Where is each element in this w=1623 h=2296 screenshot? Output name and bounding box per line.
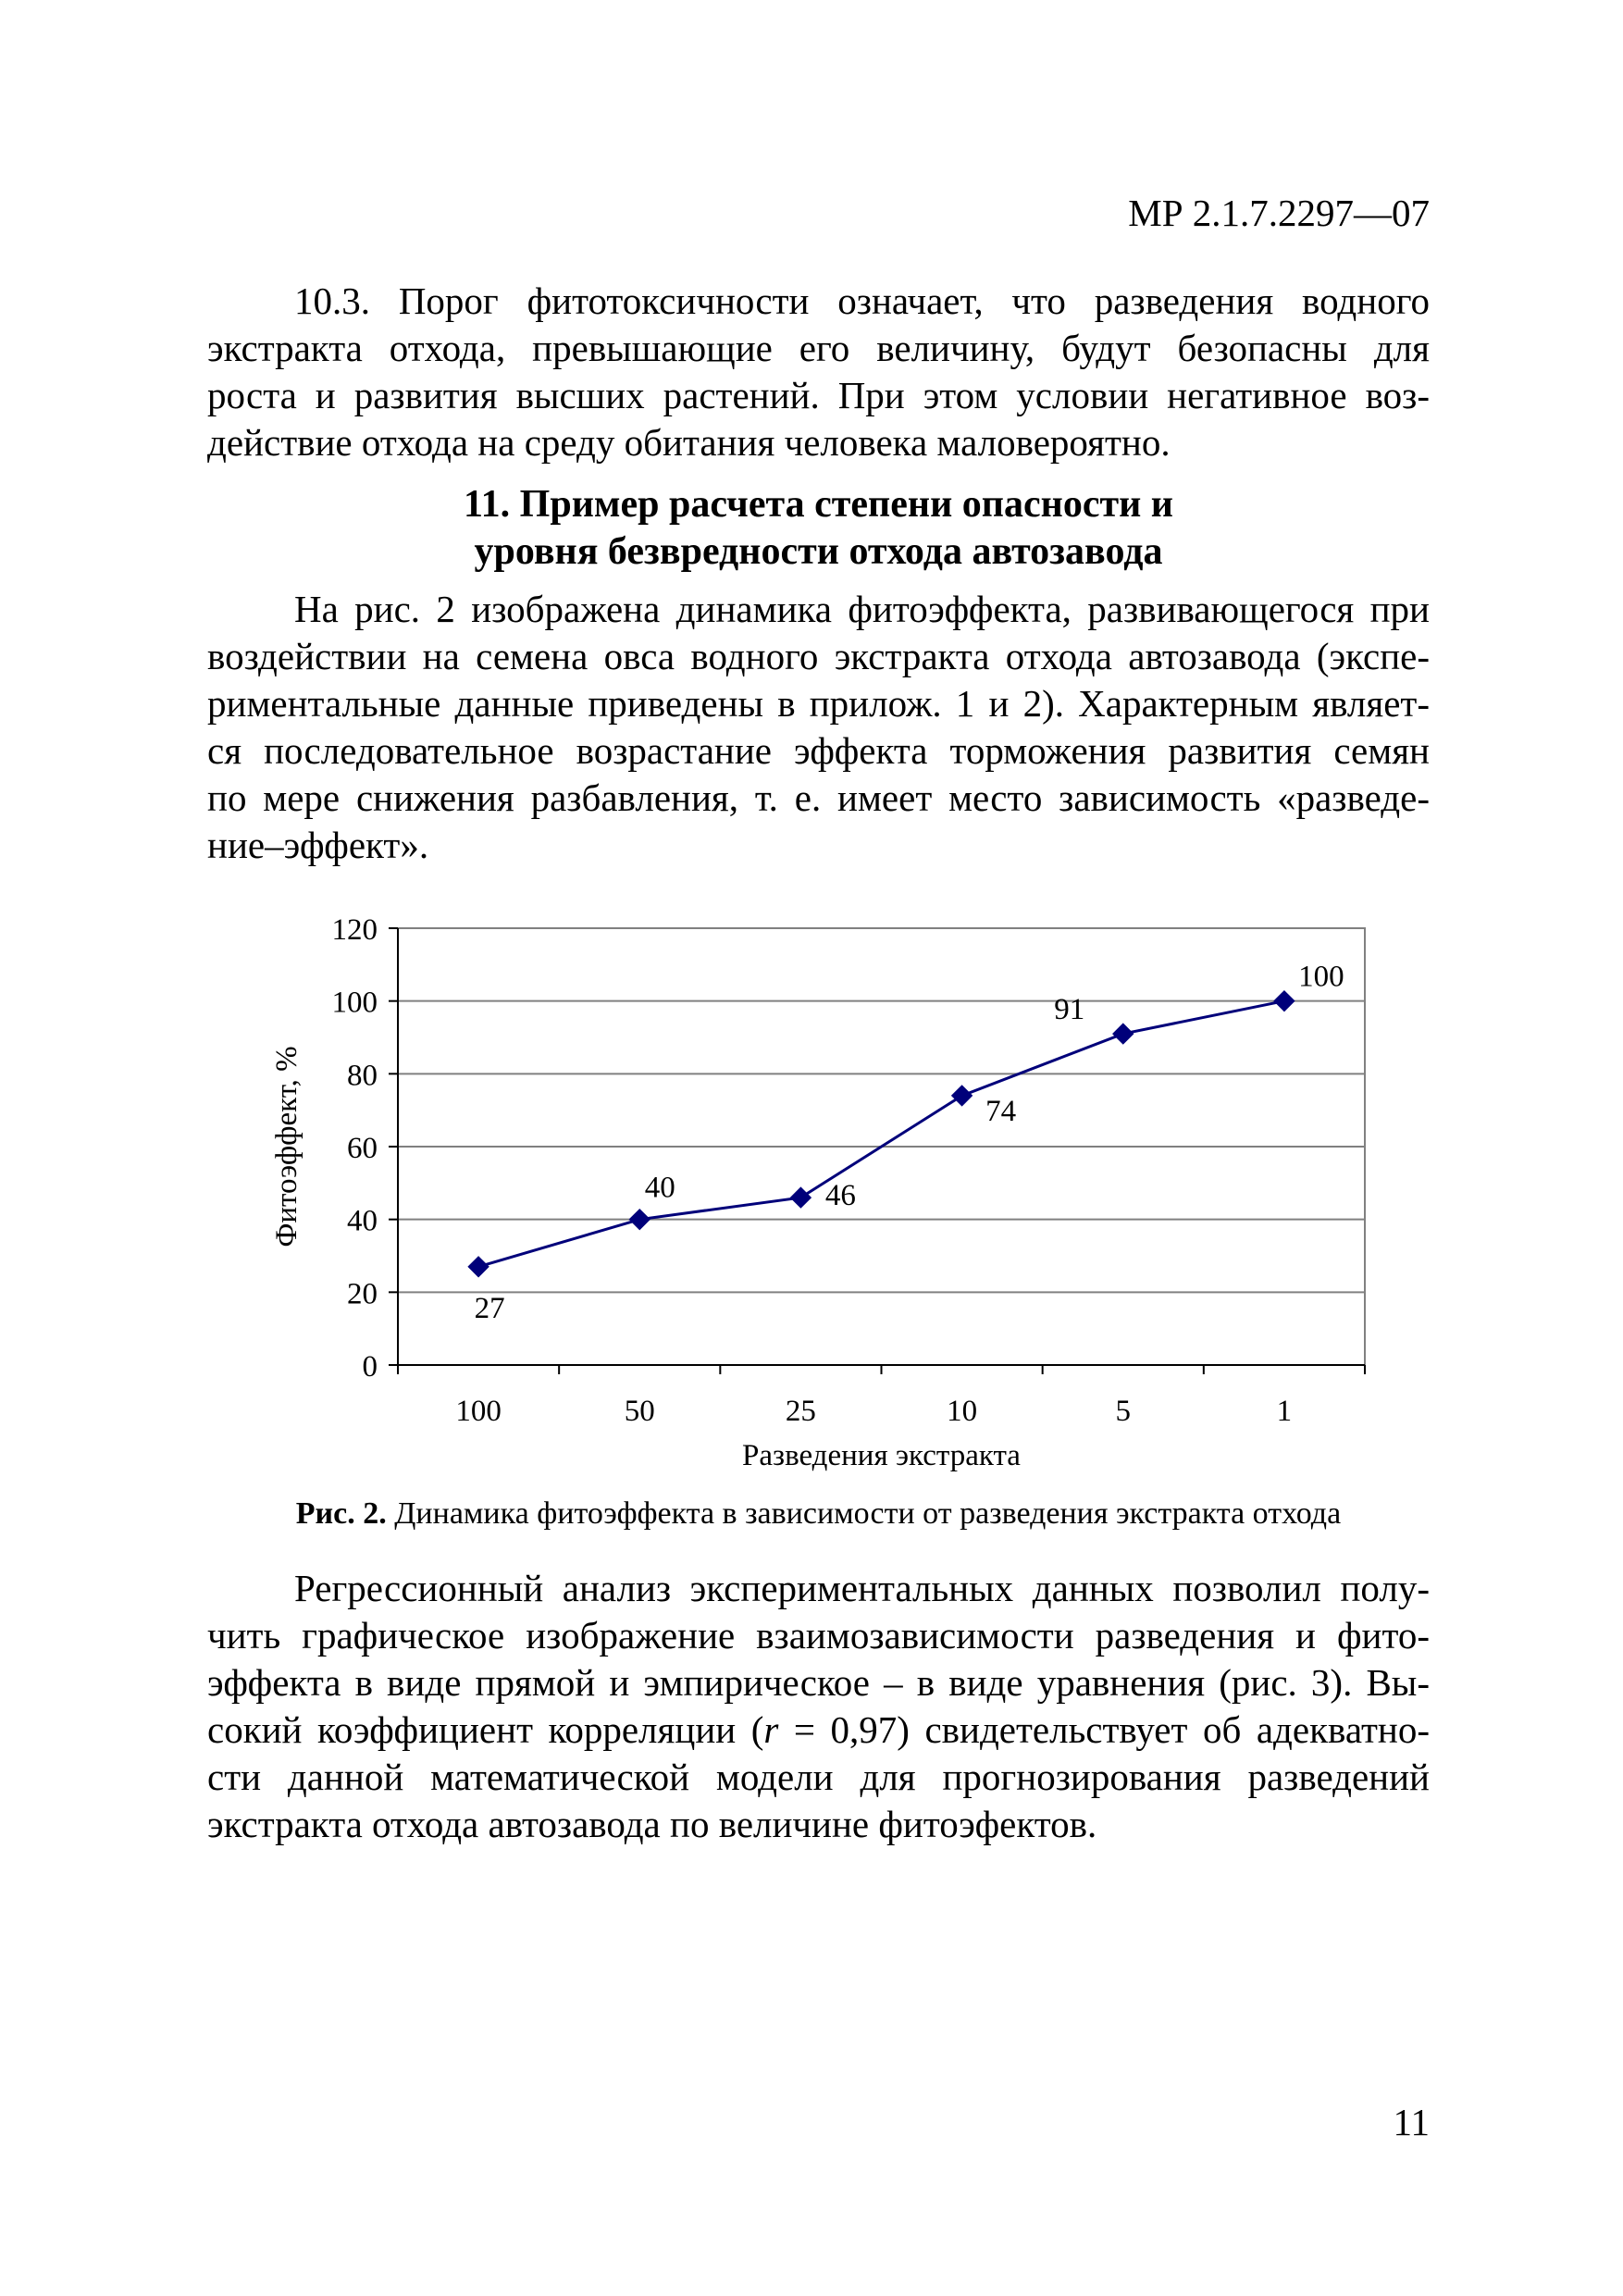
correlation-symbol: r [763,1708,779,1751]
data-point-marker [1274,991,1295,1011]
figure-caption [207,1494,1430,1534]
y-tick-label: 100 [331,986,378,1020]
paragraph-line: ние–эффект». [207,824,429,866]
paragraph-line: эффекта в виде прямой и эмпирическое – в виде уравнения (рис. 3). Вы- [207,1661,1430,1704]
paragraph-10-3 [207,278,1430,466]
x-tick-label: 1 [1276,1395,1293,1428]
x-tick-label: 50 [624,1395,655,1428]
y-tick-label: 40 [347,1204,378,1238]
data-label: 74 [985,1094,1017,1128]
page-number: 11 [1393,2101,1430,2143]
section-title-line: уровня безвредности отхода автозавода [474,530,1163,573]
data-label: 40 [644,1171,675,1205]
data-label: 27 [474,1291,505,1325]
data-point-marker [790,1187,811,1208]
paragraph-line: по мере снижения разбавления, т. е. имеет место зависимость «разведе- [207,776,1430,819]
paragraph-line: чить графическое изображение взаимозависимости разведения и фито- [207,1614,1430,1657]
data-point-marker [629,1210,650,1230]
paragraph-line: воздействии на семена овса водного экстракта отхода автозавода (экспе- [207,635,1430,677]
line-chart [259,902,1388,1476]
correlation-value-text: = 0,97) свидетельствует об адекватно- [778,1708,1430,1751]
paragraph-intro [207,586,1430,869]
y-tick-label: 20 [347,1277,378,1311]
document-code: МР 2.1.7.2297—07 [1128,192,1430,234]
section-title [207,481,1430,576]
data-point-marker [468,1257,489,1277]
series-line [478,1001,1284,1267]
paragraph-line-with-formula [207,1706,1430,1754]
x-axis-title: Разведения экстракта [742,1439,1021,1472]
paragraph-line: риментальные данные приведены в прилож. 1 и 2). Характерным являет- [207,682,1430,725]
paragraph-line: Регрессионный анализ экспериментальных данных позволил полу- [294,1567,1430,1609]
figure-chart [259,902,1388,1476]
y-tick-label: 0 [362,1350,378,1384]
section-title-line: 11. Пример расчета степени опасности и [463,483,1173,526]
x-tick-label: 25 [785,1395,816,1428]
paragraph-line: экстракта отхода автозавода по величине фитоэфектов. [207,1803,1097,1845]
paragraph-line: роста и развития высших растений. При этом условии негативное воз- [207,374,1430,416]
data-point-marker [1113,1024,1134,1044]
data-point-marker [952,1086,973,1106]
y-tick-label: 80 [347,1059,378,1093]
y-tick-label: 120 [331,913,378,947]
paragraph-line: 10.3. Порог фитотоксичности означает, что разведения водного [294,279,1430,322]
y-tick-label: 60 [347,1132,378,1165]
paragraph-line: сти данной математической модели для прогнозирования разведений [207,1756,1430,1798]
y-axis-title: Фитоэффект, % [270,1046,304,1247]
paragraph-line: ся последовательное возрастание эффекта торможения развития семян [207,729,1430,772]
data-label: 100 [1298,960,1344,994]
paragraph-line: действие отхода на среду обитания человека маловероятно. [207,421,1171,464]
paragraph-line-text: сокий коэффициент корреляции ( [207,1708,764,1751]
caption-label: Рис. 2. [295,1496,387,1531]
x-tick-label: 5 [1115,1395,1131,1428]
paragraph-regression [207,1565,1430,1848]
x-tick-label: 100 [455,1395,502,1428]
paragraph-line: экстракта отхода, превышающие его величину, будут безопасны для [207,327,1430,369]
caption-text: Динамика фитоэффекта в зависимости от разведения экстракта отхода [386,1496,1342,1531]
data-label: 91 [1054,993,1085,1027]
data-label: 46 [824,1179,856,1213]
paragraph-line: На рис. 2 изображена динамика фитоэффекта, развивающегося при [294,588,1430,630]
x-tick-label: 10 [947,1395,978,1428]
